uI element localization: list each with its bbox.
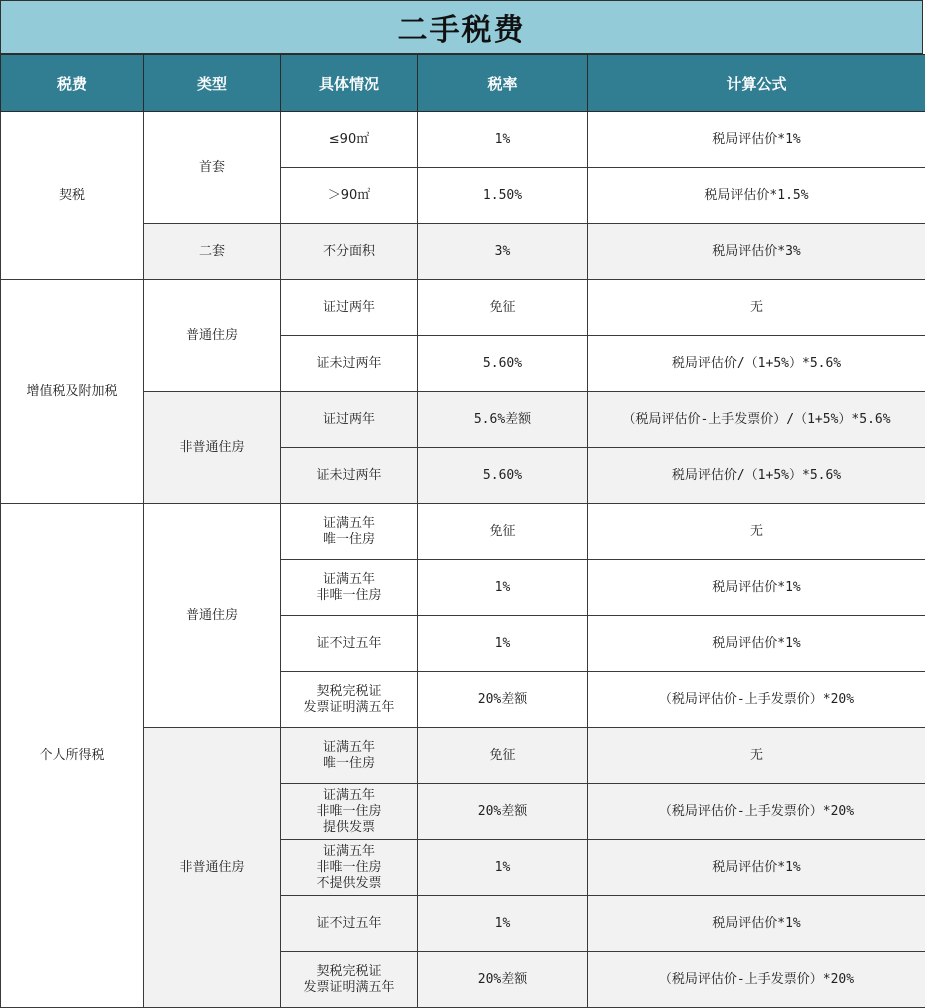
formula-cell: 税局评估价*1% (588, 112, 925, 168)
rate-cell: 免征 (418, 280, 588, 336)
header-rate: 税率 (418, 55, 588, 112)
header-tax: 税费 (1, 55, 144, 112)
rate-cell: 免征 (418, 504, 588, 560)
condition-cell: 证未过两年 (281, 448, 418, 504)
formula-cell: 无 (588, 504, 925, 560)
table-row (1, 504, 925, 560)
rate-cell: 1% (418, 616, 588, 672)
formula-cell: 税局评估价/（1+5%）*5.6% (588, 448, 925, 504)
rate-cell: 1% (418, 896, 588, 952)
condition-cell: 证满五年 唯一住房 (281, 728, 418, 784)
formula-cell: 无 (588, 280, 925, 336)
tax-name-cell: 增值税及附加税 (1, 280, 144, 504)
condition-cell: 证满五年 非唯一住房 (281, 560, 418, 616)
formula-cell: （税局评估价-上手发票价）*20% (588, 952, 925, 1008)
formula-cell: 税局评估价*1% (588, 616, 925, 672)
rate-cell: 免征 (418, 728, 588, 784)
formula-cell: 税局评估价*1% (588, 840, 925, 896)
condition-cell: 证不过五年 (281, 616, 418, 672)
tax-name-cell: 契税 (1, 112, 144, 280)
header-row (1, 55, 925, 112)
type-cell: 非普通住房 (144, 728, 281, 1008)
condition-cell: 证满五年 唯一住房 (281, 504, 418, 560)
header-condition: 具体情况 (281, 55, 418, 112)
formula-cell: 税局评估价*3% (588, 224, 925, 280)
rate-cell: 3% (418, 224, 588, 280)
rate-cell: 1% (418, 112, 588, 168)
formula-cell: （税局评估价-上手发票价）*20% (588, 672, 925, 728)
condition-cell: 契税完税证 发票证明满五年 (281, 672, 418, 728)
formula-cell: 税局评估价*1% (588, 560, 925, 616)
condition-cell: 证过两年 (281, 392, 418, 448)
page-title: 二手税费 (0, 0, 923, 54)
rate-cell: 5.6%差额 (418, 392, 588, 448)
header-type: 类型 (144, 55, 281, 112)
rate-cell: 5.60% (418, 336, 588, 392)
condition-cell: 证满五年 非唯一住房 不提供发票 (281, 840, 418, 896)
rate-cell: 1% (418, 560, 588, 616)
type-cell: 普通住房 (144, 504, 281, 728)
formula-cell: 税局评估价/（1+5%）*5.6% (588, 336, 925, 392)
condition-cell: 证不过五年 (281, 896, 418, 952)
condition-cell: 证过两年 (281, 280, 418, 336)
formula-cell: 无 (588, 728, 925, 784)
type-cell: 普通住房 (144, 280, 281, 392)
rate-cell: 5.60% (418, 448, 588, 504)
formula-cell: 税局评估价*1% (588, 896, 925, 952)
condition-cell: ≤90㎡ (281, 112, 418, 168)
condition-cell: 契税完税证 发票证明满五年 (281, 952, 418, 1008)
condition-cell: 不分面积 (281, 224, 418, 280)
rate-cell: 20%差额 (418, 672, 588, 728)
tax-name-cell: 个人所得税 (1, 504, 144, 1008)
formula-cell: （税局评估价-上手发票价）/（1+5%）*5.6% (588, 392, 925, 448)
header-formula: 计算公式 (588, 55, 925, 112)
condition-cell: 证未过两年 (281, 336, 418, 392)
table-row (1, 112, 925, 168)
rate-cell: 1.50% (418, 168, 588, 224)
type-cell: 二套 (144, 224, 281, 280)
table-row (1, 280, 925, 336)
formula-cell: 税局评估价*1.5% (588, 168, 925, 224)
rate-cell: 20%差额 (418, 952, 588, 1008)
type-cell: 首套 (144, 112, 281, 224)
tax-table (0, 54, 925, 1008)
type-cell: 非普通住房 (144, 392, 281, 504)
formula-cell: （税局评估价-上手发票价）*20% (588, 784, 925, 840)
condition-cell: 证满五年 非唯一住房 提供发票 (281, 784, 418, 840)
rate-cell: 20%差额 (418, 784, 588, 840)
condition-cell: ＞90㎡ (281, 168, 418, 224)
rate-cell: 1% (418, 840, 588, 896)
